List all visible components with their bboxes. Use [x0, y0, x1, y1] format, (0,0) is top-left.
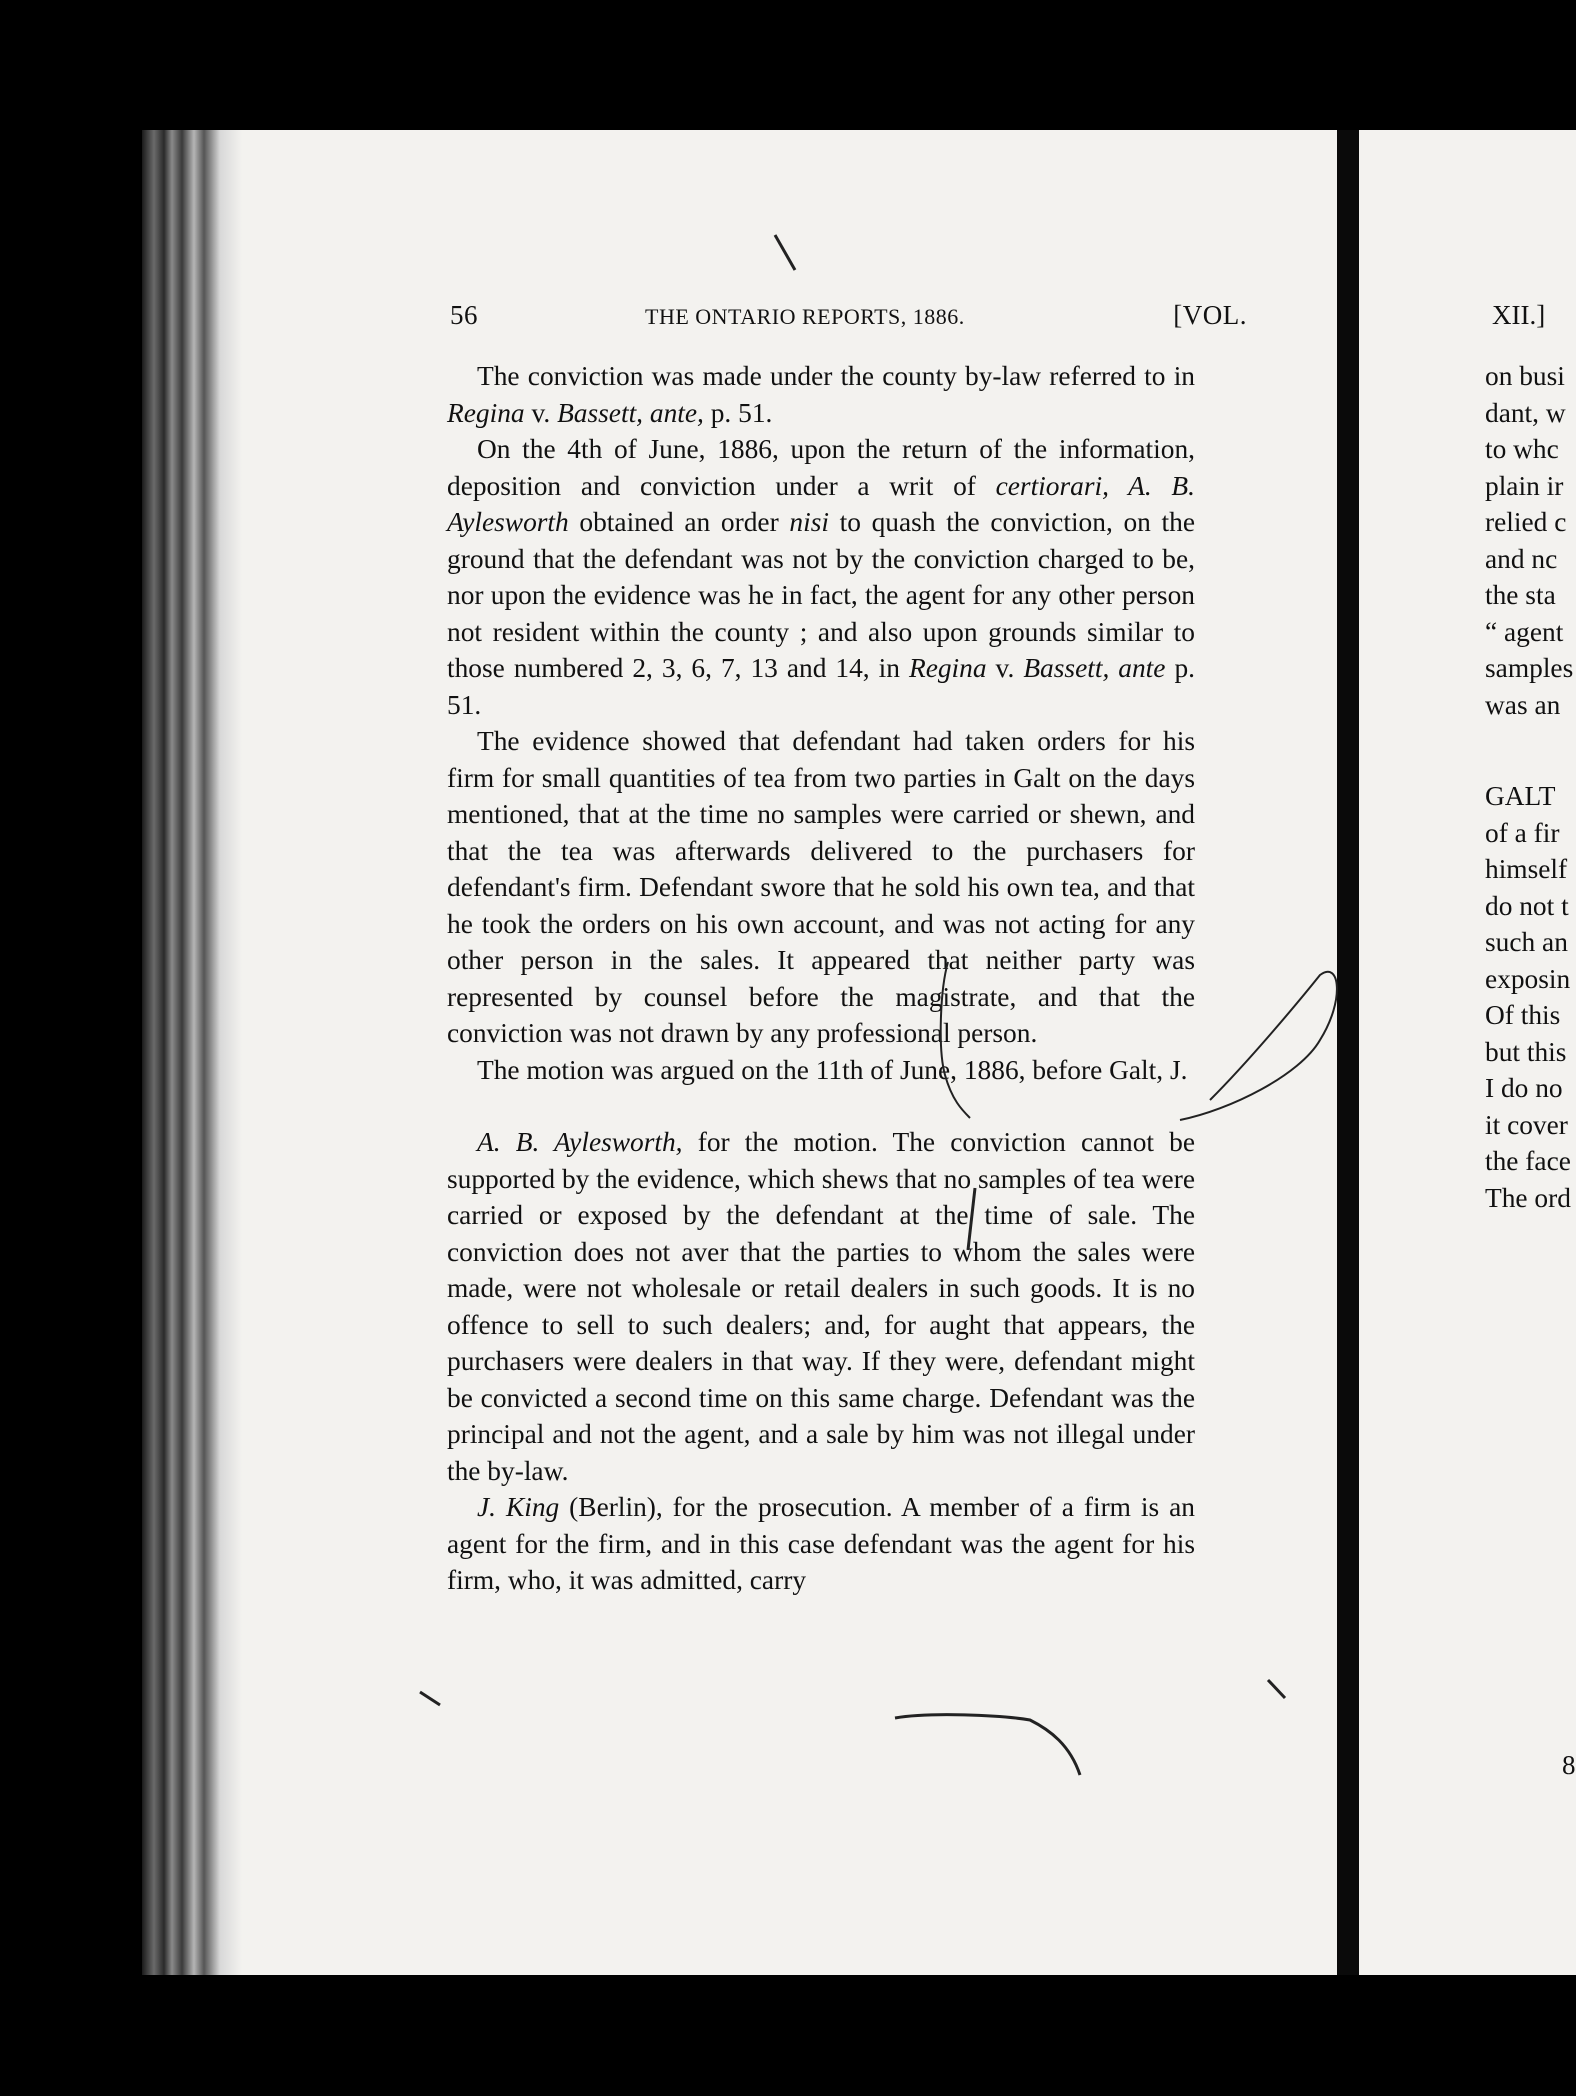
right-page-line: to whc — [1485, 434, 1559, 464]
right-page-line: such an — [1485, 927, 1568, 957]
volume-marker: [VOL. — [1173, 300, 1247, 330]
right-page-header: XII.] — [1492, 300, 1546, 330]
italic-text: Bassett, ante, — [557, 397, 704, 428]
right-page-line: I do no — [1485, 1073, 1563, 1103]
right-page-line: “ agent — [1485, 616, 1564, 647]
italic-text: Bassett, ante — [1023, 653, 1166, 683]
running-title: THE ONTARIO REPORTS, 1886. — [645, 304, 965, 329]
right-page-line: dant, w — [1485, 397, 1566, 428]
right-page-line: exposin — [1485, 963, 1571, 994]
text-run: The motion was argued on the 11th of June, 1886, before Galt, J. — [477, 1054, 1188, 1085]
right-page-line — [1485, 723, 1576, 778]
right-page-line: on busi — [1485, 361, 1565, 391]
right-page-line: relied c — [1485, 507, 1567, 537]
right-page-line: himself — [1485, 854, 1568, 884]
italic-text: Regina — [447, 397, 525, 428]
italic-text: certiorari, A. B. Aylesworth — [447, 470, 1195, 537]
right-page-line: and nc — [1485, 543, 1558, 574]
text-run: p. 51. — [447, 653, 1195, 720]
text-run: The evidence showed that defendant had taken orders for his firm for small quantities of tea from two parties in Galt on the days mentioned, that at the time no samples were carried or shewn, and that the tea was afterwards delivered to the purchasers for defendant's firm. Defendant swore that he sold his own tea, and that he took the orders on his own account, and was not acting for any other person in the sales. It appeared that neither party was represented by counsel before the magistrate, and that the conviction was not drawn by any professional person. — [447, 726, 1195, 1048]
italic-text: J. King — [477, 1492, 560, 1522]
text-run: (Berlin), for the prosecution. A member of a firm is an agent for the firm, and in this case defendant was the agent for his firm, who, it was admitted, carry — [447, 1492, 1196, 1595]
left-page-body — [447, 358, 1195, 1599]
paragraph — [447, 358, 1195, 431]
left-page-header — [450, 300, 1250, 340]
text-run: v. — [986, 653, 1024, 683]
right-page-line: the face — [1485, 1146, 1571, 1176]
right-page-line: Of this — [1485, 1000, 1561, 1030]
paragraph — [447, 1124, 1195, 1489]
right-page-line: the sta — [1485, 580, 1556, 610]
right-page-line: but this — [1485, 1036, 1567, 1067]
right-page-corner-mark: 8 — [1562, 1750, 1576, 1780]
text-run: On the 4th of June, 1886, upon the return of the information, deposition and conviction under a writ of — [447, 434, 1195, 501]
right-page-line: GALT — [1485, 781, 1556, 811]
text-run: The conviction was made under the county by-law referred to in — [477, 361, 1195, 391]
right-page-line: do not t — [1485, 890, 1569, 921]
text-run: for the motion. The conviction cannot be supported by the evidence, which shews that no samples of tea were carried or exposed by the defendant at the time of sale. The conviction does not aver that the parties to whom the sales were made, were not wholesale or retail dealers in such goods. It is no offence to sell to such dealers; and, for aught that appears, the purchasers were dealers in that way. If they were, defendant might be convicted a second time on this same charge. Defendant was the principal and not the agent, and a sale by him was not illegal under the by-law. — [447, 1127, 1195, 1486]
italic-text: Regina — [908, 653, 987, 683]
right-page-line: of a fir — [1485, 817, 1560, 848]
right-page-line: it cover — [1485, 1109, 1568, 1140]
book-binding-edge — [142, 130, 242, 1975]
right-page-line: was an — [1485, 689, 1561, 720]
text-run: p. 51. — [703, 397, 773, 428]
text-run: v. — [524, 397, 558, 428]
paragraph — [447, 431, 1195, 723]
paragraph — [447, 723, 1195, 1052]
page-number: 56 — [450, 300, 478, 330]
right-page-line: plain ir — [1485, 470, 1564, 501]
italic-text: nisi — [789, 507, 829, 537]
text-run: obtained an order — [568, 507, 790, 537]
paragraph — [447, 1489, 1195, 1599]
text-run: to quash the conviction, on the ground that the defendant was not by the conviction charged to be, nor upon the evidence was he in fact, the agent for any other person not resident within the county ; and also upon grounds similar to those numbered 2, 3, 6, 7, 13 and 14, in — [447, 507, 1195, 683]
right-page-line: The ord — [1485, 1182, 1571, 1213]
paragraph — [447, 1052, 1195, 1089]
italic-text: A. B. Aylesworth, — [477, 1127, 683, 1157]
page-gutter — [1337, 130, 1359, 1975]
right-page-line: samples — [1485, 653, 1574, 683]
right-page-body — [1485, 358, 1576, 1216]
